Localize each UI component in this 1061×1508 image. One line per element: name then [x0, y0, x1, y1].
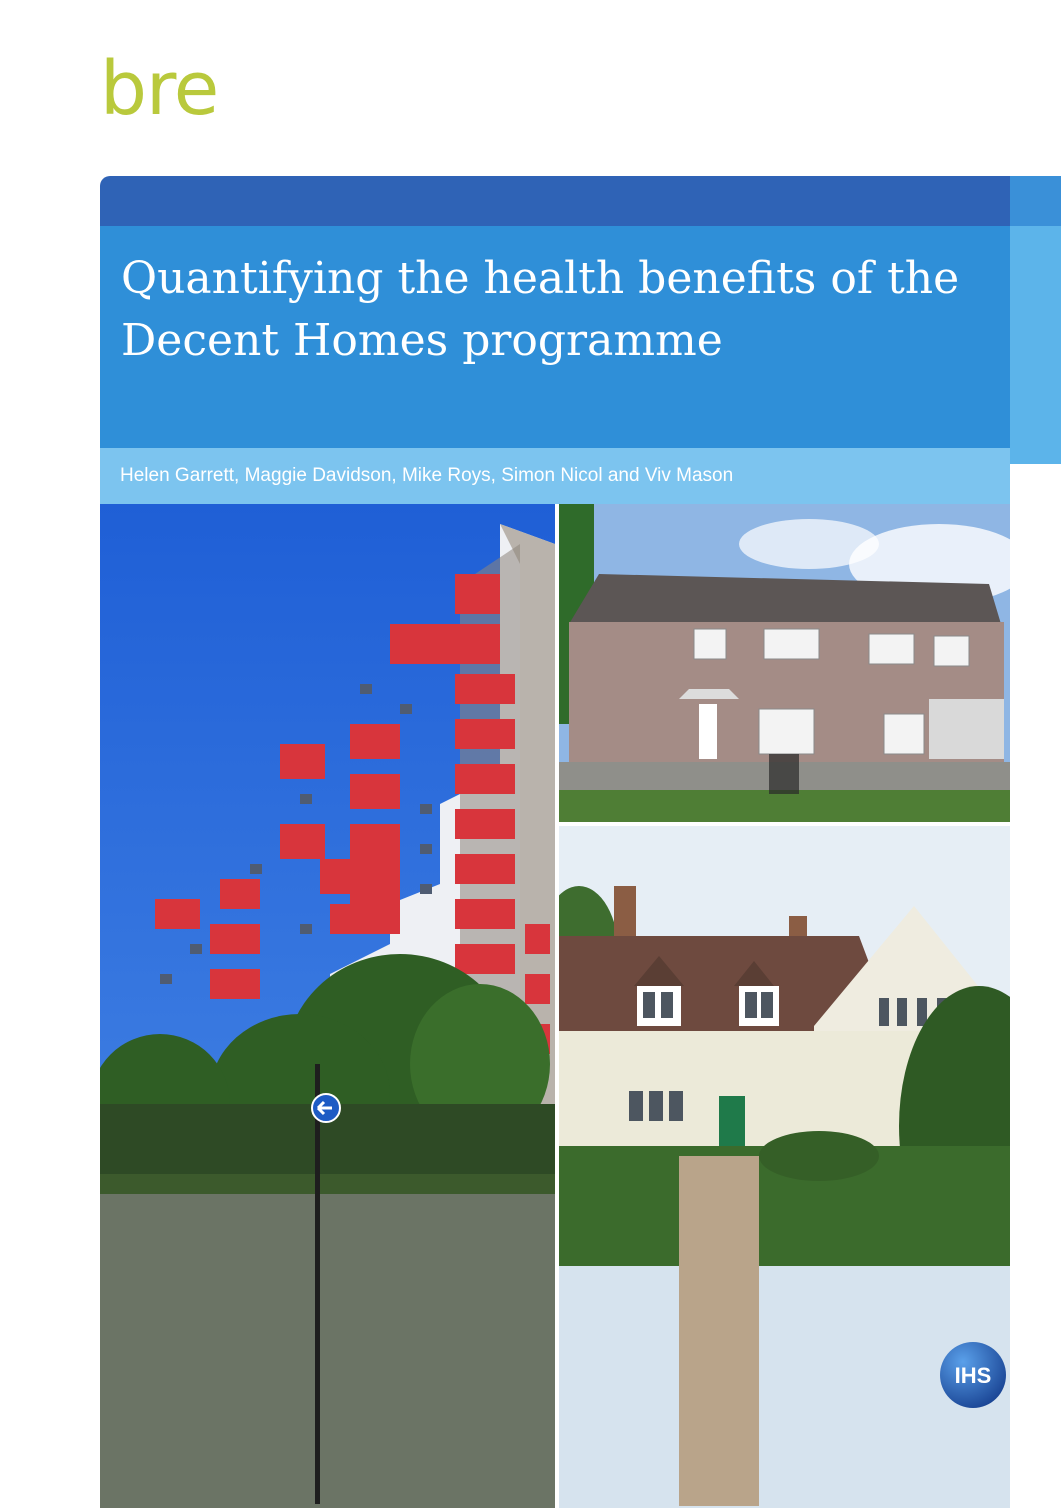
ihs-logo: [938, 1340, 1008, 1410]
bre-logo: bre: [100, 46, 219, 132]
header-band-accent: [1010, 176, 1061, 226]
book-title: Quantifying the health benefits of the Decent Homes programme: [121, 253, 960, 366]
semi-detached-house-photo: [559, 504, 1010, 822]
title-band-accent: [1010, 226, 1061, 464]
svg-text:IHS: IHS: [954, 1363, 992, 1388]
tower-block-photo: [100, 504, 555, 1508]
header-band-dark: [100, 176, 1010, 226]
authors-line: Helen Garrett, Maggie Davidson, Mike Roys, Simon Nicol and Viv Mason: [120, 465, 734, 486]
